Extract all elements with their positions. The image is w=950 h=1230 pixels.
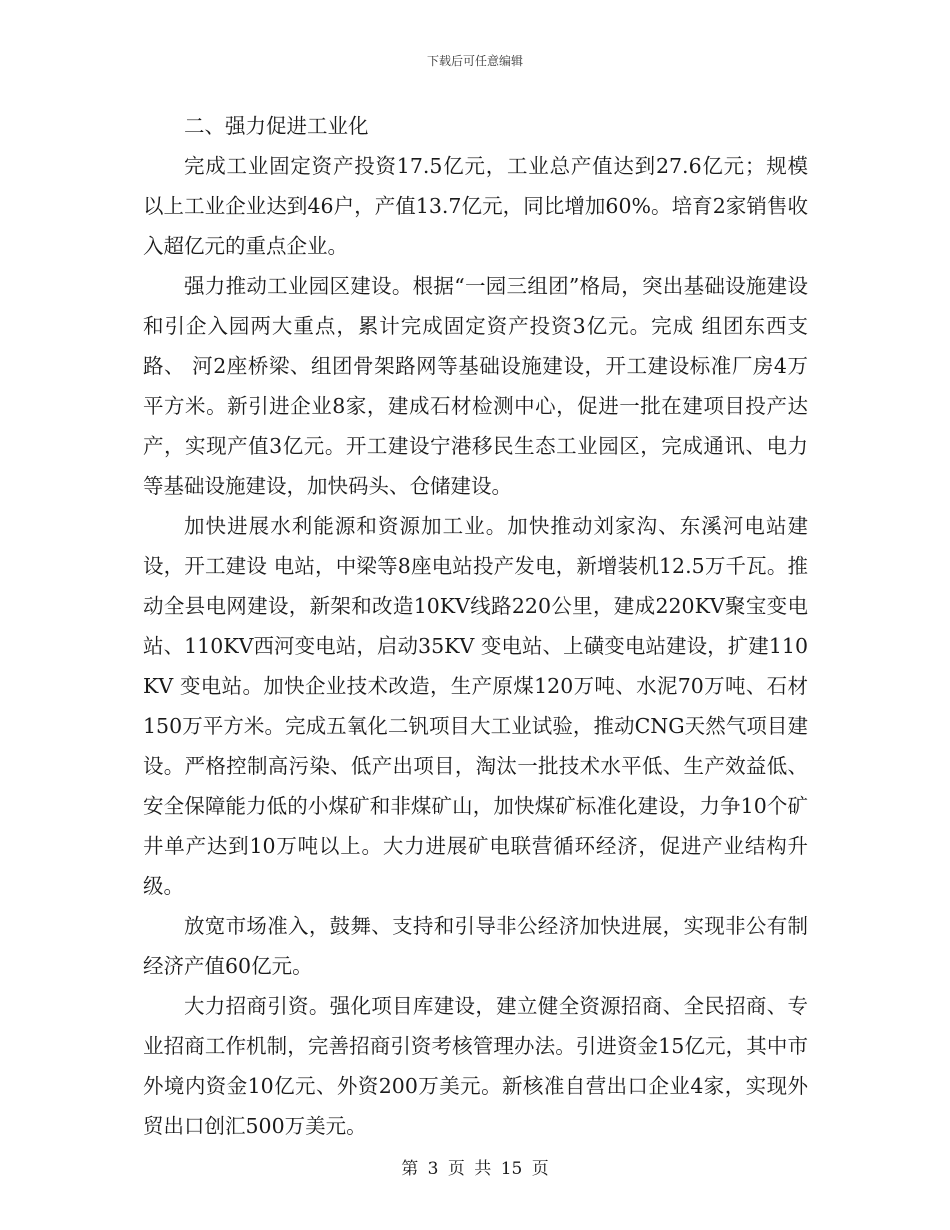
paragraph-market-access: 放宽市场准入，鼓舞、支持和引导非公经济加快进展，实现非公有制经济产值60亿元。 — [143, 914, 808, 978]
section-heading: 二、强力促进工业化 — [184, 114, 369, 138]
paragraph-industrial-investment: 完成工业固定资产投资17.5亿元，工业总产值达到27.6亿元；规模以上工业企业达到46户，产值13.7亿元，同比增加60%。培育2家销售收入超亿元的重点企业。 — [143, 154, 808, 258]
paragraph-energy-resources: 加快进展水利能源和资源加工业。加快推动刘家沟、东溪河电站建设，开工建设 电站，中梁等8座电站投产发电，新增装机12.5万千瓦。推动全县电网建设，新架和改造10KV线路220公里，建成220KV聚宝变电站、110KV西河变电站，启动35KV 变电站、上磺变电站建设，扩建110KV 变电站。加快企业技术改造，生产原煤120万吨、水泥70万吨、石材150万平方米。完成五氧化二钒项目大工业试验，推动CNG天然气项目建设。严格控制高污染、低产出项目，淘汰一批技术水平低、生产效益低、安全保障能力低的小煤矿和非煤矿山，加快煤矿标准化建设，力争10个矿井单产达到10万吨以上。大力进展矿电联营循环经济，促进产业结构升级。 — [143, 514, 808, 898]
paragraph-industrial-park: 强力推动工业园区建设。根据“一园三组团”格局，突出基础设施建设和引企入园两大重点，累计完成固定资产投资3亿元。完成 组团东西支路、 河2座桥梁、组团骨架路网等基础设施建设，开工建设标准厂房4万平方米。新引进企业8家，建成石材检测中心，促进一批在建项目投产达产，实现产值3亿元。开工建设宁港移民生态工业园区，完成通讯、电力等基础设施建设，加快码头、仓储建设。 — [143, 274, 808, 498]
document-body — [143, 106, 808, 1146]
paragraph-investment-attraction: 大力招商引资。强化项目库建设，建立健全资源招商、全民招商、专业招商工作机制，完善招商引资考核管理办法。引进资金15亿元，其中市外境内资金10亿元、外资200万美元。新核准自营出口企业4家，实现外贸出口创汇500万美元。 — [143, 994, 808, 1138]
page-header: 下载后可任意编辑 — [426, 54, 523, 68]
page-number: 第 3 页 共 15 页 — [401, 1159, 549, 1179]
